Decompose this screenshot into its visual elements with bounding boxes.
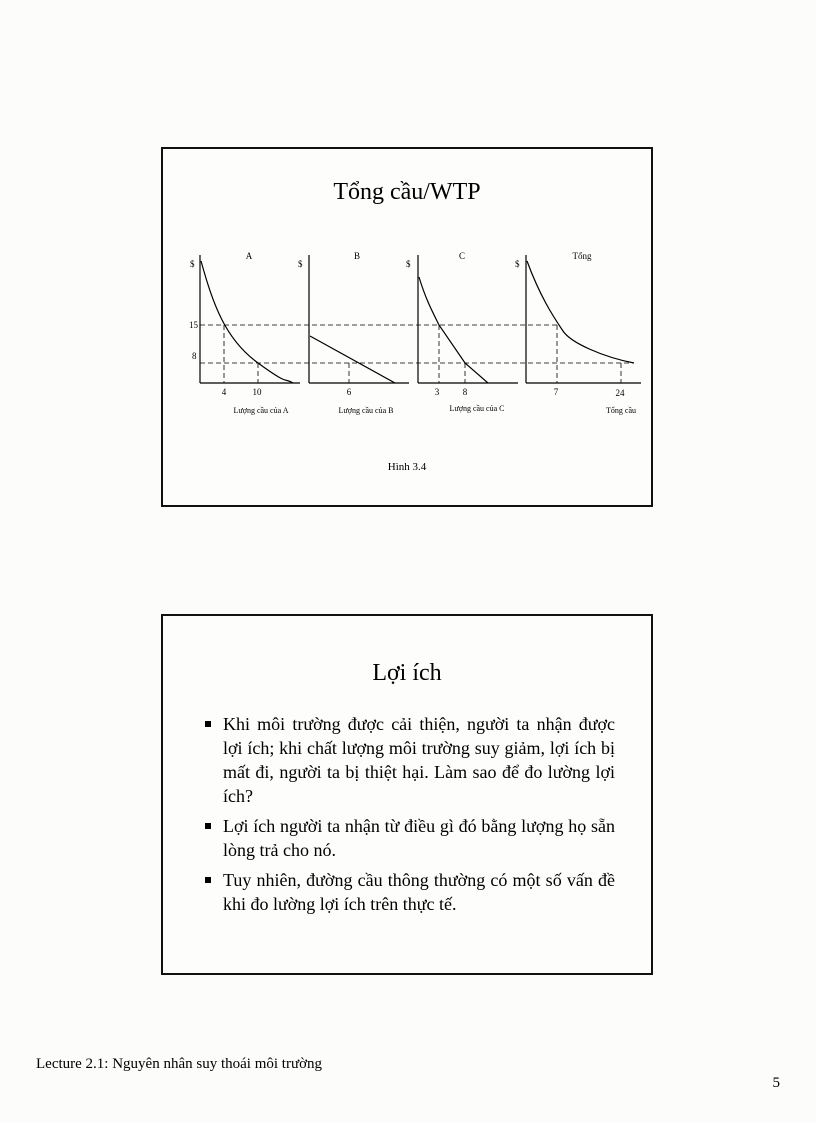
square-bullet-icon xyxy=(205,823,211,829)
slide-benefits xyxy=(161,614,653,975)
panel-label-total: Tổng xyxy=(572,251,592,261)
y-label-c: $ xyxy=(406,259,411,269)
x-tick-24: 24 xyxy=(615,388,625,398)
panel-a xyxy=(200,255,300,383)
panel-label-c: C xyxy=(458,251,466,261)
x-tick-6: 6 xyxy=(346,387,352,397)
slide-title: Tổng cầu/WTP xyxy=(333,179,481,205)
bullet-item xyxy=(203,868,615,916)
y-tick-15: 15 xyxy=(189,320,198,330)
slide-aggregate-demand xyxy=(161,147,653,507)
y-label-b: $ xyxy=(298,259,303,269)
slide-title: Lợi ích xyxy=(372,660,442,686)
x-label-a: Lượng cầu của A xyxy=(233,406,289,415)
x-label-total: Tổng cầu xyxy=(606,406,636,415)
x-tick-3: 3 xyxy=(434,387,440,397)
bullet-item xyxy=(203,814,615,862)
demand-chart xyxy=(163,149,651,449)
footer-lecture-title: Lecture 2.1: Nguyên nhân suy thoái môi trường xyxy=(36,1056,323,1072)
square-bullet-icon xyxy=(205,721,211,727)
demand-curve-a xyxy=(201,261,293,383)
x-label-b: Lượng cầu của B xyxy=(338,406,394,415)
x-tick-7: 7 xyxy=(553,387,559,397)
demand-curve-c xyxy=(419,277,488,383)
bullet-text: Tuy nhiên, đường cầu thông thường có một số vấn đề khi đo lường lợi ích trên thực tế. xyxy=(223,870,615,914)
bullet-text: Lợi ích người ta nhận từ điều gì đó bằng lượng họ sẵn lòng trả cho nó. xyxy=(223,816,615,860)
bullet-text: Khi môi trường được cải thiện, người ta nhận được lợi ích; khi chất lượng môi trường suy giảm, lợi ích bị mất đi, người ta bị thiệt hại. Làm sao để đo lường lợi ích? xyxy=(223,714,615,806)
page-number: 5 xyxy=(772,1075,780,1091)
demand-curve-total xyxy=(527,261,634,363)
panel-total xyxy=(526,255,641,383)
bullet-item xyxy=(203,712,615,808)
panel-b xyxy=(309,255,409,383)
square-bullet-icon xyxy=(205,877,211,883)
demand-curve-b xyxy=(310,336,395,383)
panel-c xyxy=(418,255,518,383)
x-tick-4: 4 xyxy=(221,387,227,397)
x-tick-10: 10 xyxy=(252,387,262,397)
y-label-total: $ xyxy=(515,259,520,269)
bullet-list xyxy=(203,712,615,922)
panel-label-a: A xyxy=(245,251,253,261)
x-tick-8: 8 xyxy=(462,387,468,397)
panel-label-b: B xyxy=(353,251,361,261)
y-tick-8: 8 xyxy=(192,351,197,361)
figure-caption: Hình 3.4 xyxy=(387,461,427,473)
y-label-a: $ xyxy=(190,259,195,269)
x-label-c: Lượng cầu của C xyxy=(449,404,505,413)
